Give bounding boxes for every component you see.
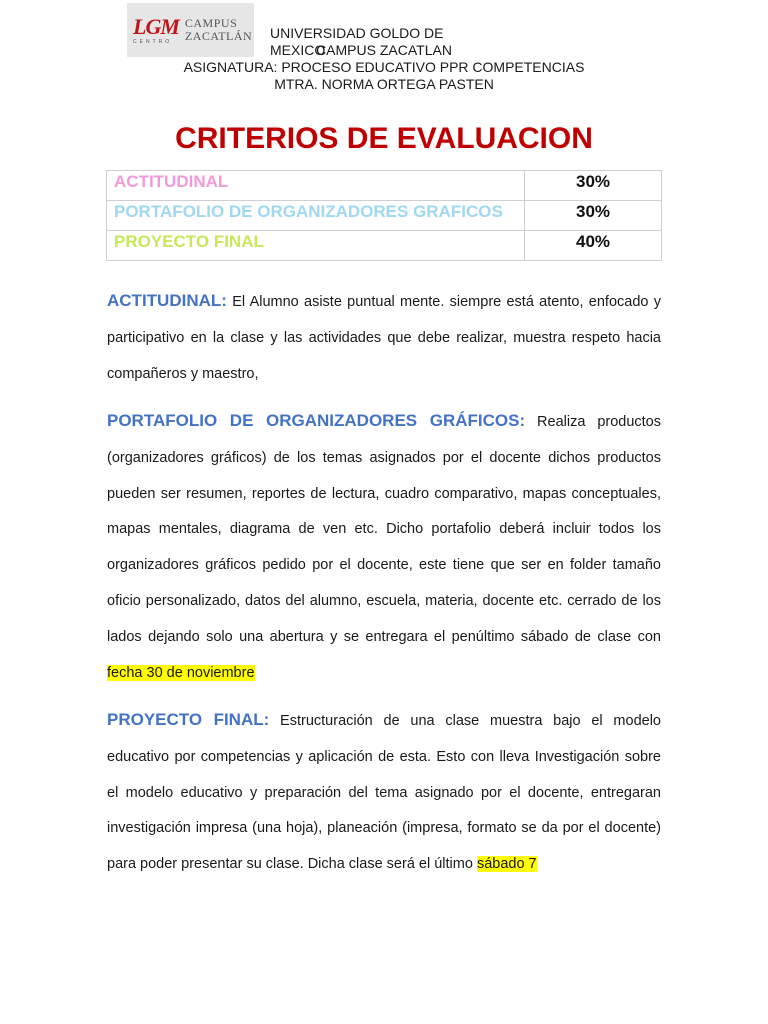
- table-row: [107, 201, 662, 231]
- section-label: ACTITUDINAL:: [107, 291, 227, 310]
- section-portafolio: [107, 403, 661, 691]
- header-teacher: MTRA. NORMA ORTEGA PASTEN: [274, 76, 494, 92]
- criteria-name: ACTITUDINAL: [107, 171, 525, 201]
- criteria-percent: 30%: [525, 171, 662, 201]
- logo-campus-line1: CAMPUS: [184, 16, 238, 30]
- section-label: PROYECTO FINAL:: [107, 710, 270, 729]
- section-label: PORTAFOLIO DE ORGANIZADORES GRÁFICOS:: [107, 411, 526, 430]
- logo-mark: [133, 15, 179, 45]
- section-text: Realiza productos (organizadores gráficos) de los temas asignados por el docente dichos productos pueden ser resumen, reportes de lectura, cuadro comparativo, mapas conceptuales, mapas mentales, diagrama de ven etc. Dicho portafolio deberá incluir todos los organizadores gráficos pedido por el docente, este tiene que ser en folder tamaño oficio personalizado, datos del alumno, escuela, materia, docente etc. cerrado de los lados dejando solo una abertura y se entregara el penúltimo sábado de clase con: [107, 414, 661, 645]
- logo-campus-text: [185, 17, 252, 43]
- section-text: Estructuración de una clase muestra bajo el modelo educativo por competencias y aplicación de esta. Esto con lleva Investigación sobre el modelo educativo y preparación del tema asignado por el docente, entregaran investigación impresa (una hoja), planeación (impresa, formato se da por el docente) para poder presentar su clase. Dicha clase será el último: [107, 713, 661, 873]
- logo-campus-line2: ZACATLÁN: [184, 29, 253, 43]
- highlighted-date: sábado 7: [476, 856, 537, 873]
- criteria-name: PORTAFOLIO DE ORGANIZADORES GRAFICOS: [107, 201, 525, 231]
- logo-subtext: CENTRO: [133, 39, 173, 45]
- section-proyecto: [107, 702, 661, 883]
- section-actitudinal: [107, 283, 661, 392]
- header-campus: CAMPUS ZACATLAN: [316, 42, 452, 58]
- criteria-name: PROYECTO FINAL: [107, 231, 525, 261]
- criteria-percent: 40%: [525, 231, 662, 261]
- header-university: UNIVERSIDAD GOLDO DE MEXICO: [270, 25, 444, 58]
- criteria-table: [106, 170, 662, 261]
- table-row: [107, 171, 662, 201]
- highlighted-date: fecha 30 de noviembre: [107, 664, 255, 681]
- criteria-percent: 30%: [525, 201, 662, 231]
- header-subject: ASIGNATURA: PROCESO EDUCATIVO PPR COMPETENCIAS: [183, 59, 585, 75]
- page-title: CRITERIOS DE EVALUACION: [175, 122, 593, 155]
- section-text: El Alumno asiste puntual mente. siempre está atento, enfocado y participativo en la clase y las actividades que debe realizar, muestra respeto hacia compañeros y maestro,: [107, 294, 661, 382]
- logo-letters: LGM: [133, 14, 179, 39]
- table-row: [107, 231, 662, 261]
